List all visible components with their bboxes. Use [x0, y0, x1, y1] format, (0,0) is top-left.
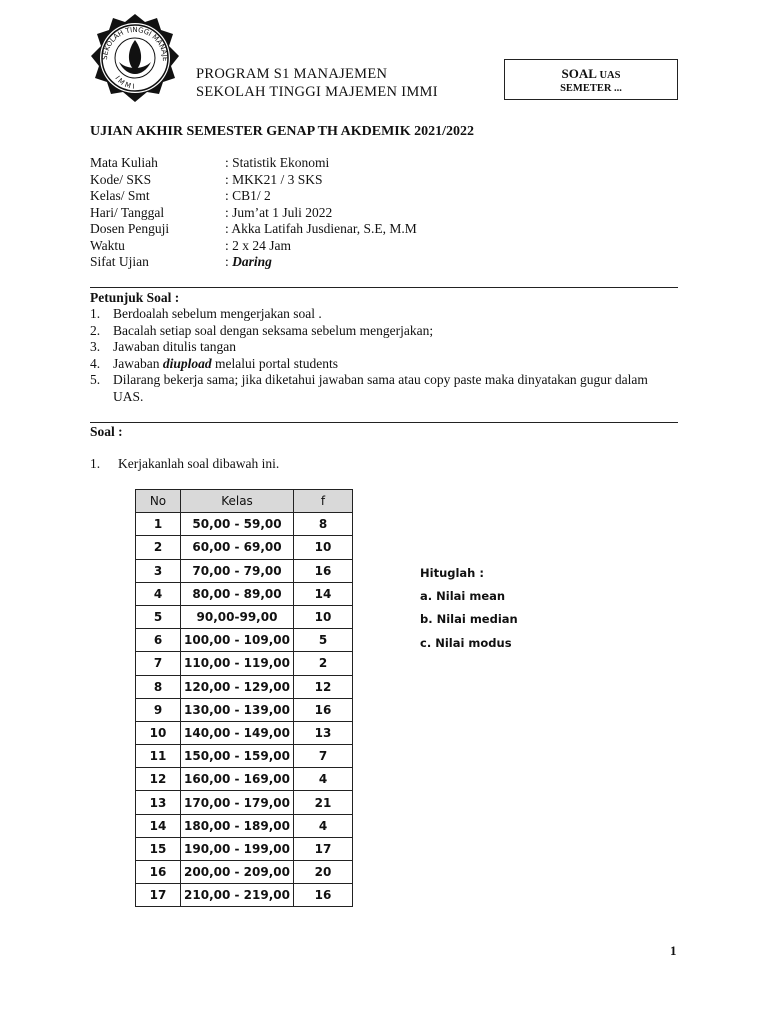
cell-f: 14 [294, 582, 353, 605]
table-row [136, 837, 353, 860]
table-row [136, 768, 353, 791]
cell-f: 10 [294, 536, 353, 559]
tasks-title: Hituglah : [420, 566, 484, 580]
instruction-text-pre: Jawaban [113, 355, 163, 371]
cell-f: 10 [294, 605, 353, 628]
divider-top [90, 287, 678, 288]
info-label-dosen-penguji: Dosen Penguji [90, 221, 170, 236]
exam-type-box [504, 59, 678, 100]
instructions-title: Petunjuk Soal : [90, 290, 180, 305]
task-item-median: b. Nilai median [420, 612, 518, 627]
instruction-text [113, 356, 673, 373]
cell-no: 8 [136, 675, 181, 698]
cell-kelas: 120,00 - 129,00 [181, 675, 294, 698]
cell-no: 15 [136, 837, 181, 860]
table-row [136, 629, 353, 652]
info-label-kode-sks: Kode/ SKS [90, 171, 152, 187]
cell-f: 21 [294, 791, 353, 814]
cell-f: 12 [294, 675, 353, 698]
instruction-number: 1. [90, 306, 101, 321]
cell-no: 16 [136, 861, 181, 884]
info-value-mata-kuliah: : Statistik Ekonomi [225, 155, 330, 170]
cell-f: 4 [294, 768, 353, 791]
cell-kelas: 90,00-99,00 [181, 605, 294, 628]
cell-no: 10 [136, 721, 181, 744]
cell-no: 11 [136, 745, 181, 768]
cell-no: 7 [136, 652, 181, 675]
table-row [136, 698, 353, 721]
cell-kelas: 210,00 - 219,00 [181, 884, 294, 907]
cell-f: 16 [294, 884, 353, 907]
program-name: PROGRAM S1 MANAJEMEN [196, 66, 388, 82]
cell-no: 13 [136, 791, 181, 814]
cell-kelas: 140,00 - 149,00 [181, 721, 294, 744]
institution-name: SEKOLAH TINGGI MAJEMEN IMMI [196, 84, 438, 100]
info-value-kelas-smt: : CB1/ 2 [225, 188, 271, 203]
table-row [136, 536, 353, 559]
info-value-waktu: : 2 x 24 Jam [225, 237, 291, 253]
cell-no: 3 [136, 559, 181, 582]
semester-label: SEMETER ... [560, 83, 622, 94]
info-value-kode-sks: : MKK21 / 3 SKS [225, 171, 323, 187]
instruction-number: 4. [90, 355, 101, 371]
divider-bottom [90, 422, 678, 423]
table-row [136, 884, 353, 907]
institution-logo [89, 12, 181, 104]
cell-no: 1 [136, 513, 181, 536]
table-row [136, 861, 353, 884]
table-row [136, 513, 353, 536]
table-row [136, 745, 353, 768]
table-row [136, 559, 353, 582]
table-row [136, 814, 353, 837]
instruction-emphasis: diupload [162, 355, 212, 371]
instruction-number: 3. [90, 339, 101, 354]
instruction-text-post: melalui portal students [211, 355, 338, 371]
cell-kelas: 60,00 - 69,00 [181, 536, 294, 559]
cell-f: 17 [294, 837, 353, 860]
soal-label: SOAL [561, 66, 597, 81]
cell-f: 13 [294, 721, 353, 744]
page-number: 1 [670, 943, 677, 958]
cell-no: 12 [136, 768, 181, 791]
logo-ring-text: SEKOLAH TINGGI MANAJE [100, 25, 170, 62]
cell-no: 9 [136, 698, 181, 721]
exam-title: UJIAN AKHIR SEMESTER GENAP TH AKDEMIK 2021/2022 [90, 124, 475, 139]
info-value-sifat-ujian [225, 254, 272, 270]
cell-no: 2 [136, 536, 181, 559]
question-number: 1. [90, 456, 101, 471]
info-label-waktu: Waktu [90, 237, 125, 253]
instruction-text: Bacalah setiap soal dengan seksama sebelum mengerjakan; [113, 322, 434, 338]
cell-no: 14 [136, 814, 181, 837]
exam-type-label: UAS [599, 70, 621, 81]
table-row [136, 582, 353, 605]
soal-title: Soal : [90, 424, 123, 439]
tasks-list [420, 566, 518, 659]
sifat-ujian-value: Daring [232, 254, 272, 269]
sifat-ujian-prefix: : [225, 254, 233, 269]
instruction-text: Berdoalah sebelum mengerjakan soal . [113, 306, 322, 321]
task-item-modus: c. Nilai modus [420, 635, 512, 650]
cell-f: 16 [294, 698, 353, 721]
cell-kelas: 100,00 - 109,00 [181, 629, 294, 652]
info-label-hari-tanggal: Hari/ Tanggal [90, 204, 165, 220]
cell-f: 20 [294, 861, 353, 884]
cell-f: 7 [294, 745, 353, 768]
cell-f: 8 [294, 513, 353, 536]
cell-f: 2 [294, 652, 353, 675]
info-label-kelas-smt: Kelas/ Smt [90, 188, 150, 203]
cell-kelas: 160,00 - 169,00 [181, 768, 294, 791]
instruction-text: Dilarang bekerja sama; jika diketahui jawaban sama atau copy paste maka dinyatakan gugur dalam UAS. [113, 372, 648, 404]
cell-kelas: 180,00 - 189,00 [181, 814, 294, 837]
cell-kelas: 170,00 - 179,00 [181, 791, 294, 814]
cell-f: 4 [294, 814, 353, 837]
question-text: Kerjakanlah soal dibawah ini. [118, 456, 280, 471]
cell-kelas: 70,00 - 79,00 [181, 559, 294, 582]
cell-kelas: 130,00 - 139,00 [181, 698, 294, 721]
logo-bottom-text: I M M I [113, 74, 135, 91]
column-header-kelas: Kelas [181, 490, 294, 513]
cell-kelas: 150,00 - 159,00 [181, 745, 294, 768]
instruction-text: Jawaban ditulis tangan [113, 339, 236, 354]
column-header-f: f [294, 490, 353, 513]
table-row [136, 605, 353, 628]
table-row [136, 675, 353, 698]
cell-no: 17 [136, 884, 181, 907]
table-header-row [136, 490, 353, 513]
table-row [136, 652, 353, 675]
table-row [136, 791, 353, 814]
cell-no: 5 [136, 605, 181, 628]
info-value-hari-tanggal: : Jum’at 1 Juli 2022 [225, 204, 333, 220]
cell-f: 16 [294, 559, 353, 582]
column-header-no: No [136, 490, 181, 513]
info-label-mata-kuliah: Mata Kuliah [90, 155, 158, 170]
cell-no: 4 [136, 582, 181, 605]
cell-kelas: 200,00 - 209,00 [181, 861, 294, 884]
cell-f: 5 [294, 629, 353, 652]
table-row [136, 721, 353, 744]
info-value-dosen-penguji: : Akka Latifah Jusdienar, S.E, M.M [225, 221, 417, 236]
cell-no: 6 [136, 629, 181, 652]
cell-kelas: 190,00 - 199,00 [181, 837, 294, 860]
instruction-number: 2. [90, 322, 101, 338]
cell-kelas: 50,00 - 59,00 [181, 513, 294, 536]
info-label-sifat-ujian: Sifat Ujian [90, 254, 149, 269]
cell-kelas: 80,00 - 89,00 [181, 582, 294, 605]
instruction-number: 5. [90, 372, 101, 387]
frequency-table [135, 489, 353, 907]
cell-kelas: 110,00 - 119,00 [181, 652, 294, 675]
task-item-mean: a. Nilai mean [420, 589, 506, 604]
